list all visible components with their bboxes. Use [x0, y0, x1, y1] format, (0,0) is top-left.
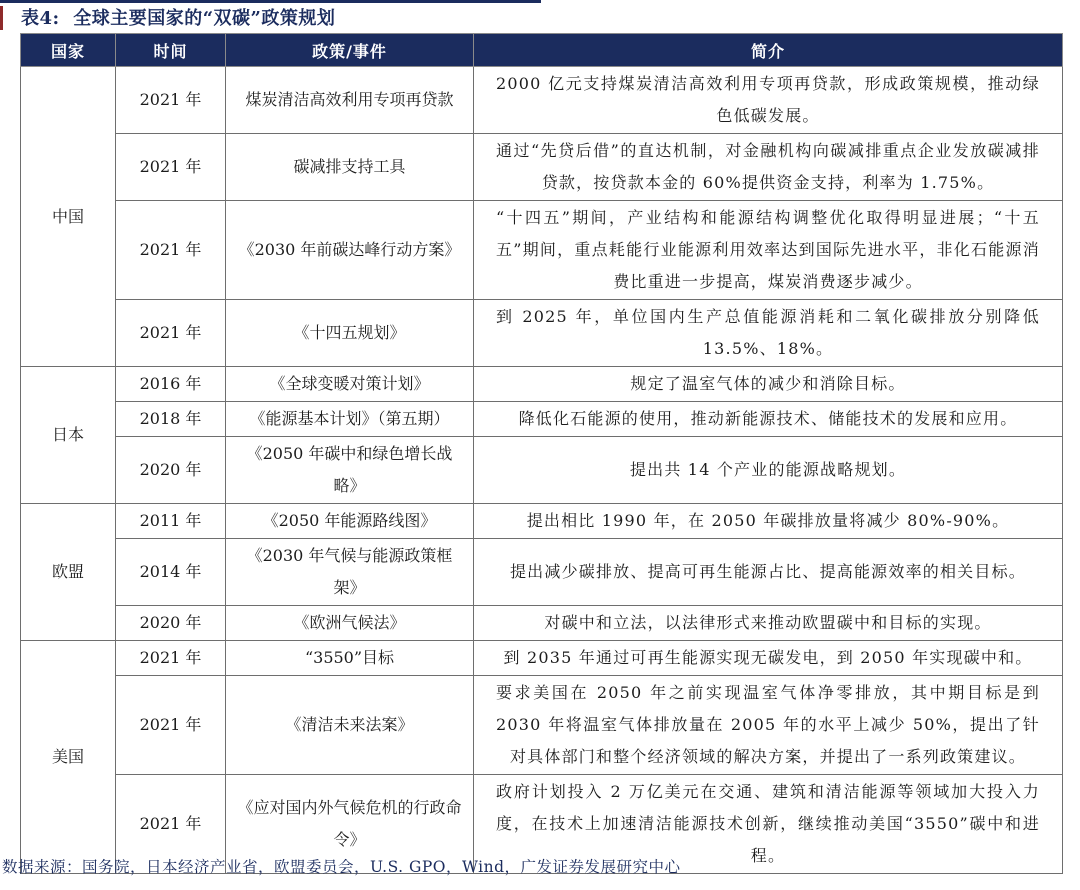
time-cell: 2021 年 — [116, 300, 226, 367]
time-cell: 2021 年 — [116, 201, 226, 300]
policy-cell: 碳减排支持工具 — [226, 134, 474, 201]
col-header-time: 时间 — [116, 34, 226, 67]
policy-cell: 《十四五规划》 — [226, 300, 474, 367]
time-cell: 2011 年 — [116, 504, 226, 539]
country-cell: 欧盟 — [21, 504, 116, 641]
time-cell: 2021 年 — [116, 775, 226, 874]
brief-cell: 2000 亿元支持煤炭清洁高效利用专项再贷款，形成政策规模，推动绿色低碳发展。 — [474, 67, 1063, 134]
policy-cell: 《2030 年前碳达峰行动方案》 — [226, 201, 474, 300]
time-cell: 2020 年 — [116, 606, 226, 641]
table-row — [21, 367, 1063, 402]
brief-cell: 到 2035 年通过可再生能源实现无碳发电，到 2050 年实现碳中和。 — [474, 641, 1063, 676]
col-header-policy: 政策/事件 — [226, 34, 474, 67]
country-cell: 中国 — [21, 67, 116, 367]
time-cell: 2016 年 — [116, 367, 226, 402]
table-row — [21, 201, 1063, 300]
policy-table — [20, 33, 1063, 874]
table-row — [21, 539, 1063, 606]
table-row — [21, 606, 1063, 641]
brief-cell: 要求美国在 2050 年之前实现温室气体净零排放，其中期目标是到 2030 年将温室气体排放量在 2005 年的水平上减少 50%，提出了针对具体部门和整个经济领域的解决方案，并提出了一系列政策建议。 — [474, 676, 1063, 775]
brief-cell: 提出相比 1990 年，在 2050 年碳排放量将减少 80%-90%。 — [474, 504, 1063, 539]
col-header-brief: 简介 — [474, 34, 1063, 67]
brief-cell: 对碳中和立法，以法律形式来推动欧盟碳中和目标的实现。 — [474, 606, 1063, 641]
brief-cell: “十四五”期间，产业结构和能源结构调整优化取得明显进展；“十五五”期间，重点耗能行业能源利用效率达到国际先进水平，非化石能源消费比重进一步提高，煤炭消费逐步减少。 — [474, 201, 1063, 300]
table-row — [21, 676, 1063, 775]
table-row — [21, 67, 1063, 134]
table-row — [21, 402, 1063, 437]
table-row — [21, 437, 1063, 504]
brief-cell: 通过“先贷后借”的直达机制，对金融机构向碳减排重点企业发放碳减排贷款，按贷款本金的 60%提供资金支持，利率为 1.75%。 — [474, 134, 1063, 201]
title-accent-bar — [0, 6, 3, 30]
policy-cell: “3550”目标 — [226, 641, 474, 676]
brief-cell: 到 2025 年，单位国内生产总值能源消耗和二氧化碳排放分别降低 13.5%、18%。 — [474, 300, 1063, 367]
brief-cell: 降低化石能源的使用，推动新能源技术、储能技术的发展和应用。 — [474, 402, 1063, 437]
table-row — [21, 504, 1063, 539]
table-row — [21, 134, 1063, 201]
table-row — [21, 641, 1063, 676]
table-row — [21, 300, 1063, 367]
country-cell: 美国 — [21, 641, 116, 874]
top-rule — [0, 0, 541, 3]
brief-cell: 规定了温室气体的减少和消除目标。 — [474, 367, 1063, 402]
time-cell: 2014 年 — [116, 539, 226, 606]
policy-cell: 《2050 年能源路线图》 — [226, 504, 474, 539]
brief-cell: 提出减少碳排放、提高可再生能源占比、提高能源效率的相关目标。 — [474, 539, 1063, 606]
table-title: 表4: 全球主要国家的“双碳”政策规划 — [21, 8, 336, 29]
brief-cell: 政府计划投入 2 万亿美元在交通、建筑和清洁能源等领域加大投入力度，在技术上加速清洁能源技术创新，继续推动美国“3550”碳中和进程。 — [474, 775, 1063, 874]
policy-cell: 《能源基本计划》（第五期） — [226, 402, 474, 437]
time-cell: 2021 年 — [116, 641, 226, 676]
time-cell: 2018 年 — [116, 402, 226, 437]
time-cell: 2021 年 — [116, 134, 226, 201]
policy-cell: 《欧洲气候法》 — [226, 606, 474, 641]
policy-cell: 《应对国内外气候危机的行政命令》 — [226, 775, 474, 874]
policy-cell: 《清洁未来法案》 — [226, 676, 474, 775]
brief-cell: 提出共 14 个产业的能源战略规划。 — [474, 437, 1063, 504]
time-cell: 2020 年 — [116, 437, 226, 504]
policy-cell: 煤炭清洁高效利用专项再贷款 — [226, 67, 474, 134]
data-source: 数据来源：国务院，日本经济产业省，欧盟委员会，U.S. GPO，Wind，广发证券发展研究中心 — [2, 858, 681, 876]
time-cell: 2021 年 — [116, 67, 226, 134]
country-cell: 日本 — [21, 367, 116, 504]
policy-cell: 《2050 年碳中和绿色增长战略》 — [226, 437, 474, 504]
time-cell: 2021 年 — [116, 676, 226, 775]
col-header-country: 国家 — [21, 34, 116, 67]
policy-cell: 《2030 年气候与能源政策框架》 — [226, 539, 474, 606]
policy-cell: 《全球变暖对策计划》 — [226, 367, 474, 402]
header-row — [21, 34, 1063, 67]
